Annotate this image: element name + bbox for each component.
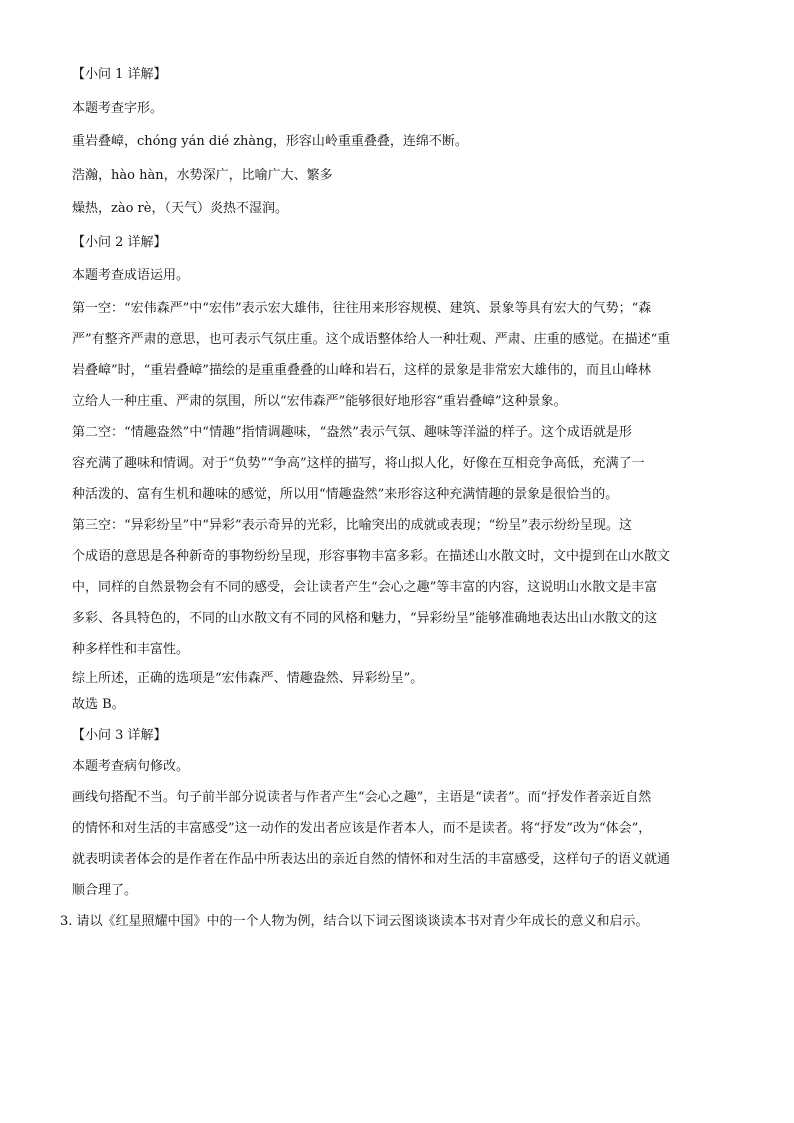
text-line: 本题考查成语运用。 [72,268,190,283]
text-line: 浩瀚，hào hàn，水势深广，比喻广大、繁多 [72,168,333,183]
text-line: 多彩、各具特色的，不同的山水散文有不同的风格和魅力，“异彩纷呈”能够准确地表达出山水散文的这 [72,611,658,626]
text-line: 种活泼的、富有生机和趣味的感觉，所以用“情趣盎然”来形容这种充满情趣的景象是很恰当的。 [72,487,619,502]
heading-q2: 【小问 2 详解】 [72,235,167,250]
question-3: 3. 请以《红星照耀中国》中的一个人物为例，结合以下词云图谈谈读本书对青少年成长的意义和启示。 [60,914,649,929]
text-line: 立给人一种庄重、严肃的氛围，所以“宏伟森严”能够很好地形容“重岩叠嶂”这种景象。 [72,394,567,409]
text-line: 综上所述，正确的选项是“宏伟森严、情趣盎然、异彩纷呈”。 [72,671,424,686]
text-line: 就表明读者体会的是作者在作品中所表达出的亲近自然的情怀和对生活的丰富感受，这样句子的语义就通 [72,852,671,867]
text-line: 第三空：“异彩纷呈”中“异彩”表示奇异的光彩，比喻突出的成就或表现；“纷呈”表示纷纷呈现。这 [72,518,632,533]
text-line: 中，同样的自然景物会有不同的感受，会让读者产生“会心之趣”等丰富的内容，这说明山水散文是丰富 [72,580,658,595]
text-line: 本题考查字形。 [72,101,164,116]
text-line: 严”有整齐严肃的意思，也可表示气氛庄重。这个成语整体给人一种壮观、严肃、庄重的感觉。在描述“重 [72,332,671,347]
text-line: 容充满了趣味和情调。对于“负势”“争高”这样的描写，将山拟人化，好像在互相竞争高低，充满了一 [72,456,645,471]
text-line: 第一空：“宏伟森严”中“宏伟”表示宏大雄伟，往往用来形容规模、建筑、景象等具有宏大的气势；“森 [72,301,652,316]
text-line: 种多样性和丰富性。 [72,642,190,657]
heading-q3: 【小问 3 详解】 [72,728,167,743]
text-line: 重岩叠嶂，chóng yán dié zhàng，形容山岭重重叠叠，连绵不断。 [72,134,468,149]
text-line: 燥热，zào rè，（天气）炎热不湿润。 [72,201,288,216]
text-line: 第二空：“情趣盎然”中“情趣”指情调趣味，“盎然”表示气氛、趣味等洋溢的样子。这个成语就是形 [72,425,632,440]
text-line: 个成语的意思是各种新奇的事物纷纷呈现，形容事物丰富多彩。在描述山水散文时，文中提到在山水散文 [72,549,671,564]
text-line: 故选 B。 [72,697,125,712]
text-line: 的情怀和对生活的丰富感受”这一动作的发出者应该是作者本人，而不是读者。将“抒发”改为“体会”， [72,821,652,836]
text-line: 画线句搭配不当。句子前半部分说读者与作者产生“会心之趣”，主语是“读者”。而“抒发作者亲近自然 [72,790,652,805]
text-line: 本题考查病句修改。 [72,759,190,774]
text-line: 岩叠嶂”时，“重岩叠嶂”描绘的是重重叠叠的山峰和岩石，这样的景象是非常宏大雄伟的，而且山峰林 [72,363,651,378]
text-line: 顺合理了。 [72,883,138,898]
heading-q1: 【小问 1 详解】 [72,67,167,82]
